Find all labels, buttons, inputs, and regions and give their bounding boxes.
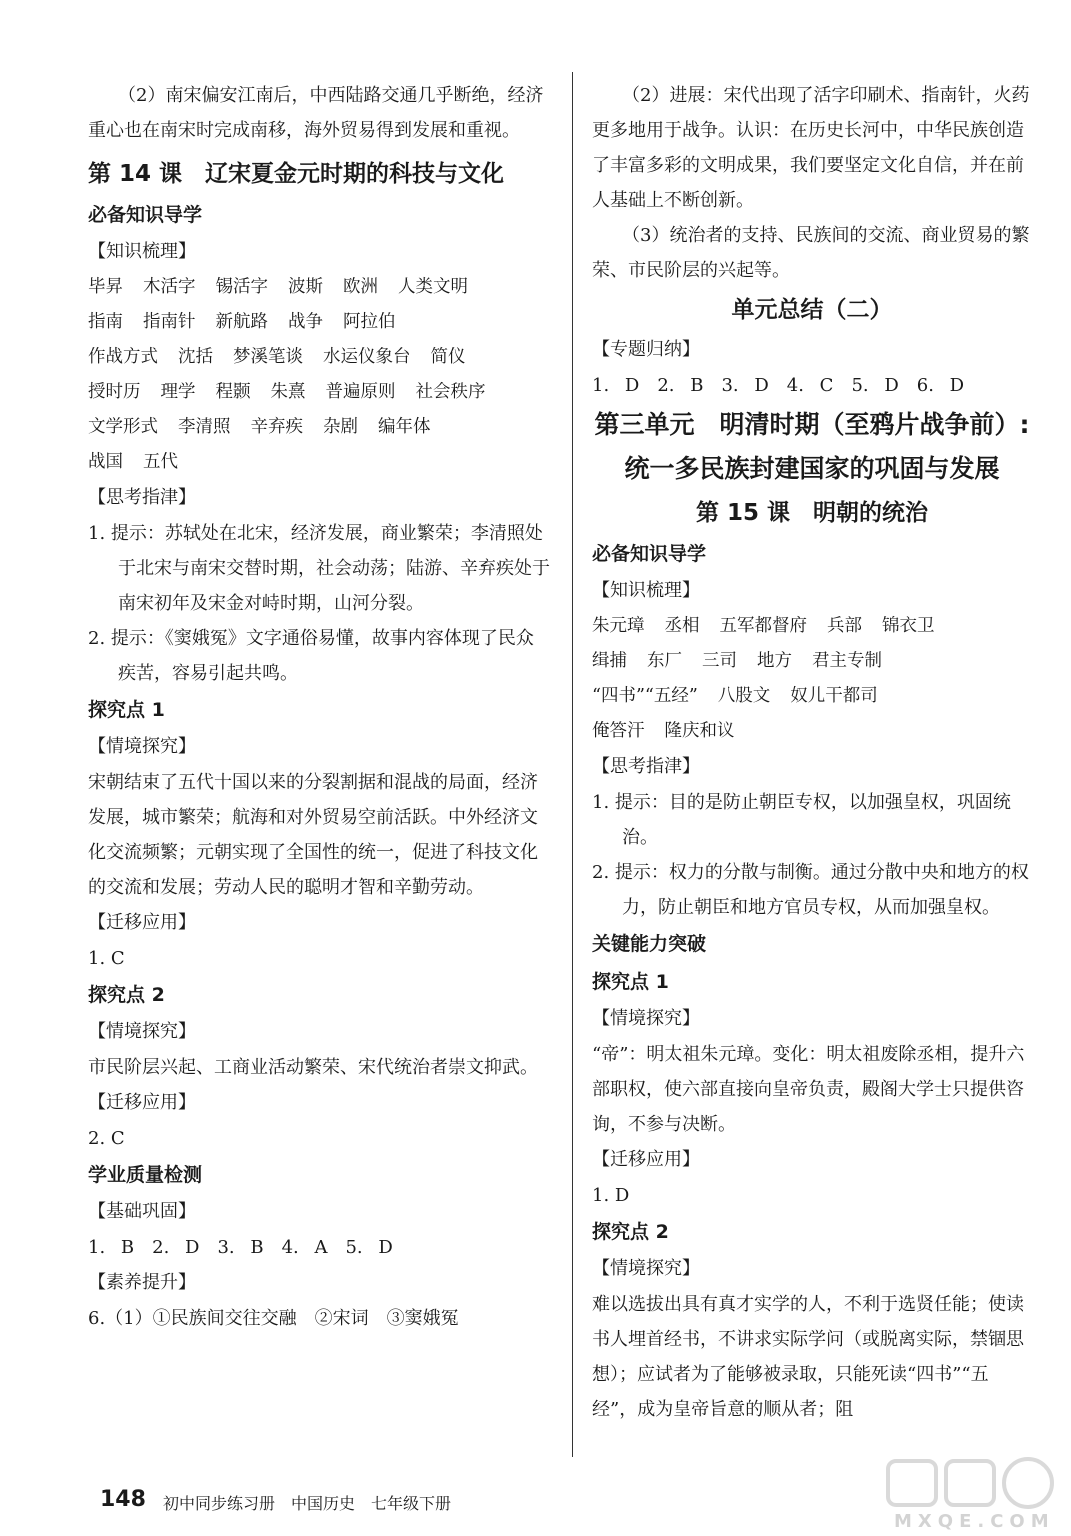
term-row: [88, 305, 550, 340]
watermark-logo: [880, 1455, 1065, 1533]
column-divider: [572, 72, 573, 1457]
term: 东厂: [647, 651, 682, 671]
term: 人类文明: [398, 277, 468, 297]
term: 战争: [288, 312, 323, 332]
term: 毕昇: [88, 277, 123, 297]
tag-apply-2: 【迁移应用】: [88, 1092, 196, 1113]
term: 五军都督府: [719, 616, 807, 636]
term-row: [88, 375, 550, 410]
term: 理学: [160, 382, 196, 402]
situation-2-text: 市民阶层兴起、工商业活动繁荣、宋代统治者崇文抑武。: [88, 1057, 538, 1078]
unit-3-title-line-2: 统一多民族封建国家的巩固与发展: [624, 454, 1000, 483]
term: 兵部: [827, 616, 862, 636]
section-quality: 学业质量检测: [88, 1164, 203, 1186]
term: 君主专制: [812, 651, 882, 671]
book-info: 初中同步练习册 中国历史 七年级下册: [163, 1494, 452, 1513]
page-footer: [100, 1483, 980, 1519]
section-guide-right: 必备知识导学: [592, 543, 707, 565]
term: 社会秩序: [415, 382, 486, 402]
basic-answers: 1. B 2. D 3. B 4. A 5. D: [88, 1237, 393, 1258]
situation-2-text-right: 难以选拔出具有真才实学的人，不利于选贤任能；使读书人埋首经书，不讲求实际学问（或脱离实际，禁锢思想）；应试者为了能够被录取，只能死读“四书”“五经”，成为皇帝旨意的顺从者；阻: [592, 1294, 1024, 1420]
explore-point-1-right: 探究点 1: [592, 971, 669, 993]
term: 八股文: [717, 686, 771, 706]
tag-knowledge-right: 【知识梳理】: [592, 580, 700, 601]
term: 程颢: [215, 382, 251, 402]
tag-knowledge: 【知识梳理】: [88, 241, 196, 262]
left-column: [88, 78, 550, 1336]
term: 作战方式: [88, 347, 158, 367]
situation-1-text-right: “帝”：明太祖朱元璋。变化：明太祖废除丞相，提升六部职权，使六部直接向皇帝负责，殿阁大学士只提供咨询，不参与决断。: [592, 1044, 1025, 1135]
term: 杂剧: [323, 417, 358, 437]
tag-situation-2-right: 【情境探究】: [592, 1258, 700, 1279]
tag-apply-1: 【迁移应用】: [88, 912, 196, 933]
apply-1-answer-right: 1. D: [592, 1185, 630, 1206]
term: 朱元璋: [592, 616, 645, 636]
continued-answer-2: （2）进展：宋代出现了活字印刷术、指南针，火药更多地用于战争。认识：在历史长河中，中华民族创造了丰富多彩的文明成果，我们要坚定文化自信，并在前人基础上不断创新。: [592, 85, 1030, 211]
tag-topic: 【专题归纳】: [592, 339, 700, 360]
term: 指南: [88, 312, 123, 332]
term: 编年体: [378, 417, 431, 437]
term: 俺答汗: [592, 721, 645, 741]
term-row: [88, 445, 550, 480]
term: 普遍原则: [325, 382, 396, 402]
tag-situation-1-right: 【情境探究】: [592, 1008, 700, 1029]
svg-text:MXQE.COM: MXQE.COM: [894, 1511, 1055, 1532]
page-number: 148: [100, 1487, 146, 1512]
term: 指南针: [143, 312, 196, 332]
knowledge-terms-right: [592, 609, 1032, 749]
term: 奴儿干都司: [790, 686, 878, 706]
term: 丞相: [664, 616, 700, 636]
unit-summary-title: 单元总结（二）: [731, 297, 893, 323]
term: 李清照: [178, 417, 231, 437]
apply-1-answer: 1. C: [88, 948, 125, 969]
apply-2-answer: 2. C: [88, 1128, 125, 1149]
right-column: [592, 78, 1032, 1427]
term: 三司: [702, 651, 737, 671]
think-item-2: 2. 提示：《窦娥冤》文字通俗易懂，故事内容体现了民众疾苦，容易引起共鸣。: [88, 628, 534, 684]
explore-point-2-right: 探究点 2: [592, 1221, 669, 1243]
term: 隆庆和议: [664, 721, 735, 741]
tag-think: 【思考指津】: [88, 487, 196, 508]
explore-point-2: 探究点 2: [88, 984, 165, 1006]
lesson-15-title: 第 15 课 明朝的统治: [695, 500, 929, 526]
term: 梦溪笔谈: [233, 347, 303, 367]
situation-1-text: 宋朝结束了五代十国以来的分裂割据和混战的局面，经济发展，城市繁荣；航海和对外贸易空前活跃。中外经济文化交流频繁；元朝实现了全国性的统一，促进了科技文化的交流和发展；劳动人民的聪明才智和辛勤劳动。: [88, 772, 538, 898]
think-item-2-right: 2. 提示：权力的分散与制衡。通过分散中央和地方的权力，防止朝臣和地方官员专权，从而加强皇权。: [592, 862, 1029, 918]
tag-situation-1: 【情境探究】: [88, 736, 196, 757]
tag-basic: 【基础巩固】: [88, 1201, 196, 1222]
section-key-ability: 关键能力突破: [592, 933, 707, 955]
term: 波斯: [288, 277, 323, 297]
term: 战国: [88, 452, 123, 472]
tag-improve: 【素养提升】: [88, 1272, 196, 1293]
term-row: [88, 270, 550, 305]
explore-point-1: 探究点 1: [88, 699, 165, 721]
knowledge-terms: [88, 270, 550, 480]
term: 欧洲: [343, 277, 378, 297]
term: 辛弃疾: [250, 417, 303, 437]
term: 简仪: [430, 347, 466, 367]
term: 授时历: [88, 382, 141, 402]
term-row: [592, 644, 1032, 679]
term: 阿拉伯: [343, 312, 396, 332]
term: 木活字: [143, 277, 196, 297]
term: 五代: [143, 452, 178, 472]
term: 文学形式: [88, 417, 158, 437]
term: 朱熹: [270, 382, 306, 402]
term: 水运仪象台: [323, 347, 411, 367]
term-row: [592, 679, 1032, 714]
term-row: [592, 609, 1032, 644]
unit-3-title-line-1: 第三单元 明清时期（至鸦片战争前）:: [594, 410, 1030, 439]
term: 新航路: [215, 312, 268, 332]
topic-answers: 1. D 2. B 3. D 4. C 5. D 6. D: [592, 375, 965, 396]
tag-apply-1-right: 【迁移应用】: [592, 1149, 700, 1170]
tag-situation-2: 【情境探究】: [88, 1021, 196, 1042]
term: 沈括: [178, 347, 213, 367]
term: 地方: [757, 651, 792, 671]
continued-answer-3: （3）统治者的支持、民族间的交流、商业贸易的繁荣、市民阶层的兴起等。: [592, 225, 1030, 281]
term: “四书”“五经”: [592, 686, 698, 706]
term-row: [88, 340, 550, 375]
lesson-14-title: 第 14 课 辽宋夏金元时期的科技与文化: [88, 161, 505, 187]
tag-think-right: 【思考指津】: [592, 756, 700, 777]
intro-paragraph: （2）南宋偏安江南后，中西陆路交通几乎断绝，经济重心也在南宋时完成南移，海外贸易得到发展和重视。: [88, 85, 544, 141]
term: 缉捕: [592, 651, 627, 671]
think-item-1: 1. 提示：苏轼处在北宋，经济发展，商业繁荣；李清照处于北宋与南宋交替时期，社会动荡；陆游、辛弃疾处于南宋初年及宋金对峙时期，山河分裂。: [88, 523, 550, 614]
section-guide: 必备知识导学: [88, 204, 203, 226]
term-row: [88, 410, 550, 445]
term-row: [592, 714, 1032, 749]
term: 锦衣卫: [882, 616, 935, 636]
improve-answer: 6.（1）①民族间交往交融 ②宋词 ③窦娥冤: [88, 1308, 459, 1329]
think-item-1-right: 1. 提示：目的是防止朝臣专权，以加强皇权，巩固统治。: [592, 792, 1011, 848]
term: 锡活字: [215, 277, 268, 297]
